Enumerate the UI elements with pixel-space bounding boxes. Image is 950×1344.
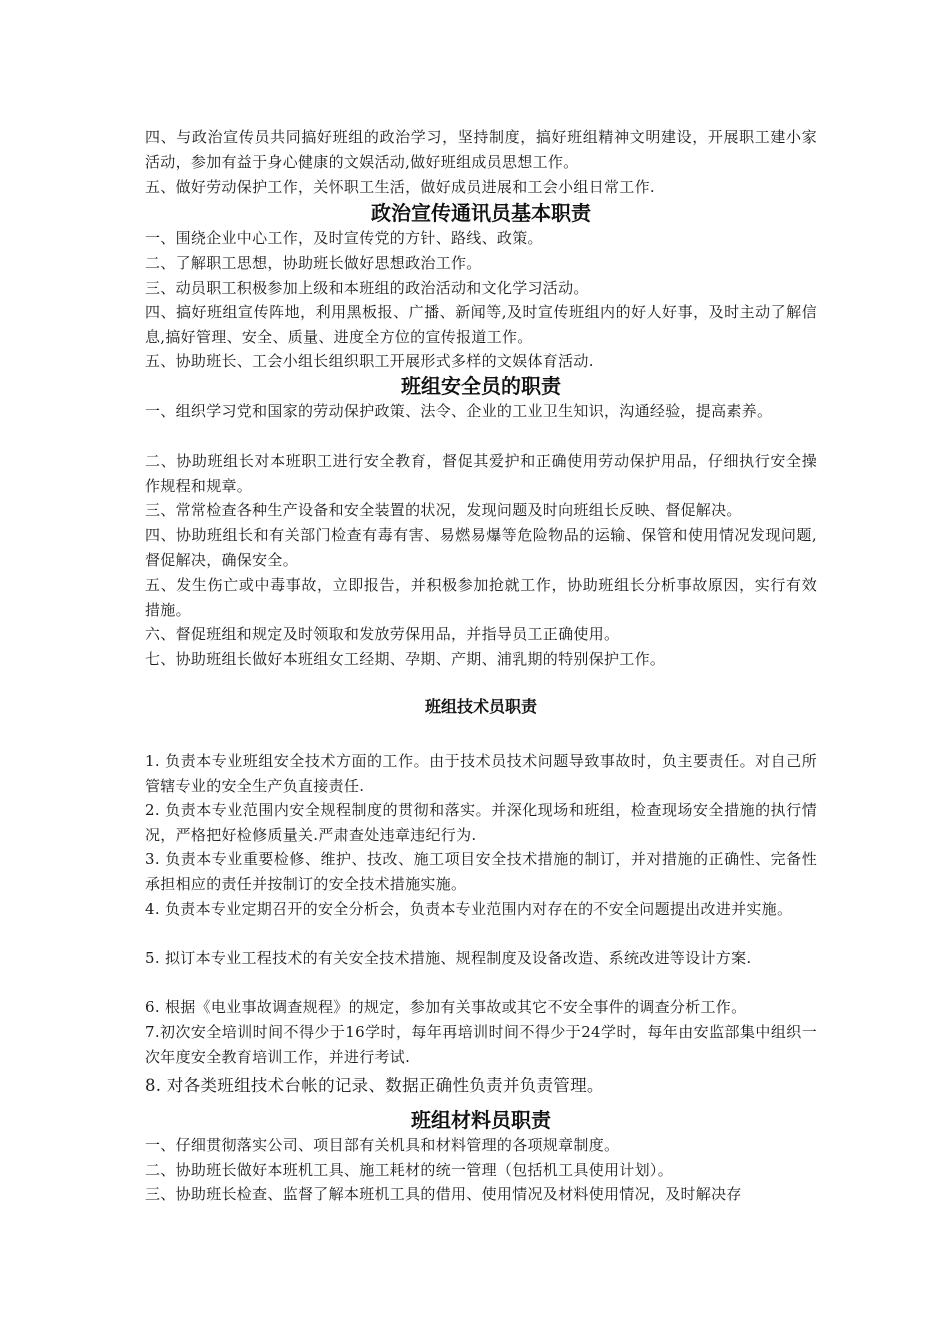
section4-item-6: 6. 根据《电业事故调查规程》的规定，参加有关事故或其它不安全事件的调查分析工作。 <box>145 998 747 1016</box>
section4-item-5: 5. 拟订本专业工程技术的有关安全技术措施、规程制度及设备改造、系统改进等设计方案. <box>145 949 752 967</box>
section4-item-4: 4. 负责本专业定期召开的安全分析会，负责本专业范围内对存在的不安全问题提出改进并实施。 <box>145 900 793 918</box>
section3-item-2: 二、协助班组长对本班职工进行安全教育，督促其爱护和正确使用劳动保护用品，仔细执行安全操作规程和规章。 <box>145 452 817 495</box>
section3-item-1: 一、组织学习党和国家的劳动保护政策、法令、企业的工业卫生知识，沟通经验，提高素养。 <box>145 402 773 420</box>
section5-item-3: 三、协助班长检查、监督了解本班机工具的借用、使用情况及材料使用情况，及时解决存 <box>145 1185 742 1203</box>
section2-item-2: 二、了解职工思想，协助班长做好思想政治工作。 <box>145 254 482 272</box>
section-title-safety: 班组安全员的职责 <box>401 374 561 398</box>
section2-item-4: 四、搞好班组宣传阵地，利用黑板报、广播、新闻等,及时宣传班组内的好人好事，及时主动了解信息,搞好管理、安全、质量、进度全方位的宣传报道工作。 <box>145 303 817 346</box>
section3-item-4: 四、协助班组长和有关部门检查有毒有害、易燃易爆等危险物品的运输、保管和使用情况发现问题,督促解决，确保安全。 <box>145 526 817 569</box>
section-title-technician: 班组技术员职责 <box>424 697 537 716</box>
section2-item-3: 三、动员职工积极参加上级和本班组的政治活动和文化学习活动。 <box>145 279 589 297</box>
section5-item-2: 二、协助班长做好本班机工具、施工耗材的统一管理（包括机工具使用计划）。 <box>145 1161 674 1179</box>
section3-item-3: 三、常常检查各种生产设备和安全装置的状况，发现问题及时向班组长反映、督促解决。 <box>145 501 742 519</box>
section3-item-7: 七、协助班组长做好本班组女工经期、孕期、产期、浦乳期的特别保护工作。 <box>145 650 666 668</box>
section1-item-5: 五、做好劳动保护工作，关怀职工生活，做好成员进展和工会小组日常工作. <box>145 178 655 196</box>
section4-item-8: 8. 对各类班组技术台帐的记录、数据正确性负责并负责管理。 <box>145 1076 604 1095</box>
section4-item-3: 3. 负责本专业重要检修、维护、技改、施工项目安全技术措施的制订，并对措施的正确性、完备性承担相应的责任并按制订的安全技术措施实施。 <box>145 850 817 893</box>
section4-item-7: 7.初次安全培训时间不得少于16学时，每年再培训时间不得少于24学时，每年由安监部集中组织一次年度安全教育培训工作，并进行考试. <box>145 1023 817 1066</box>
section4-item-2: 2. 负责本专业范围内安全规程制度的贯彻和落实。并深化现场和班组，检查现场安全措施的执行情况，严格把好检修质量关.严肃查处违章违纪行为. <box>145 801 817 844</box>
section-title-propaganda: 政治宣传通讯员基本职责 <box>371 201 591 225</box>
section3-item-5: 五、发生伤亡或中毒事故，立即报告，并积极参加抢就工作，协助班组长分析事故原因，实行有效措施。 <box>145 576 817 619</box>
section5-item-1: 一、仔细贯彻落实公司、项目部有关机具和材料管理的各项规章制度。 <box>145 1136 620 1154</box>
section2-item-1: 一、围绕企业中心工作，及时宣传党的方针、路线、政策。 <box>145 229 543 247</box>
section-title-materials: 班组材料员职责 <box>411 1108 551 1132</box>
section4-item-1: 1. 负责本专业班组安全技术方面的工作。由于技术员技术问题导致事故时，负主要责任。对自己所管辖专业的安全生产负直接责任. <box>145 752 817 795</box>
section1-item-4: 四、与政治宣传员共同搞好班组的政治学习，坚持制度，搞好班组精神文明建设，开展职工建小家活动，参加有益于身心健康的文娱活动,做好班组成员思想工作。 <box>145 128 817 171</box>
section3-item-6: 六、督促班组和规定及时领取和发放劳保用品，并指导员工正确使用。 <box>145 625 620 643</box>
section2-item-5: 五、协助班长、工会小组长组织职工开展形式多样的文娱体育活动. <box>145 352 594 370</box>
